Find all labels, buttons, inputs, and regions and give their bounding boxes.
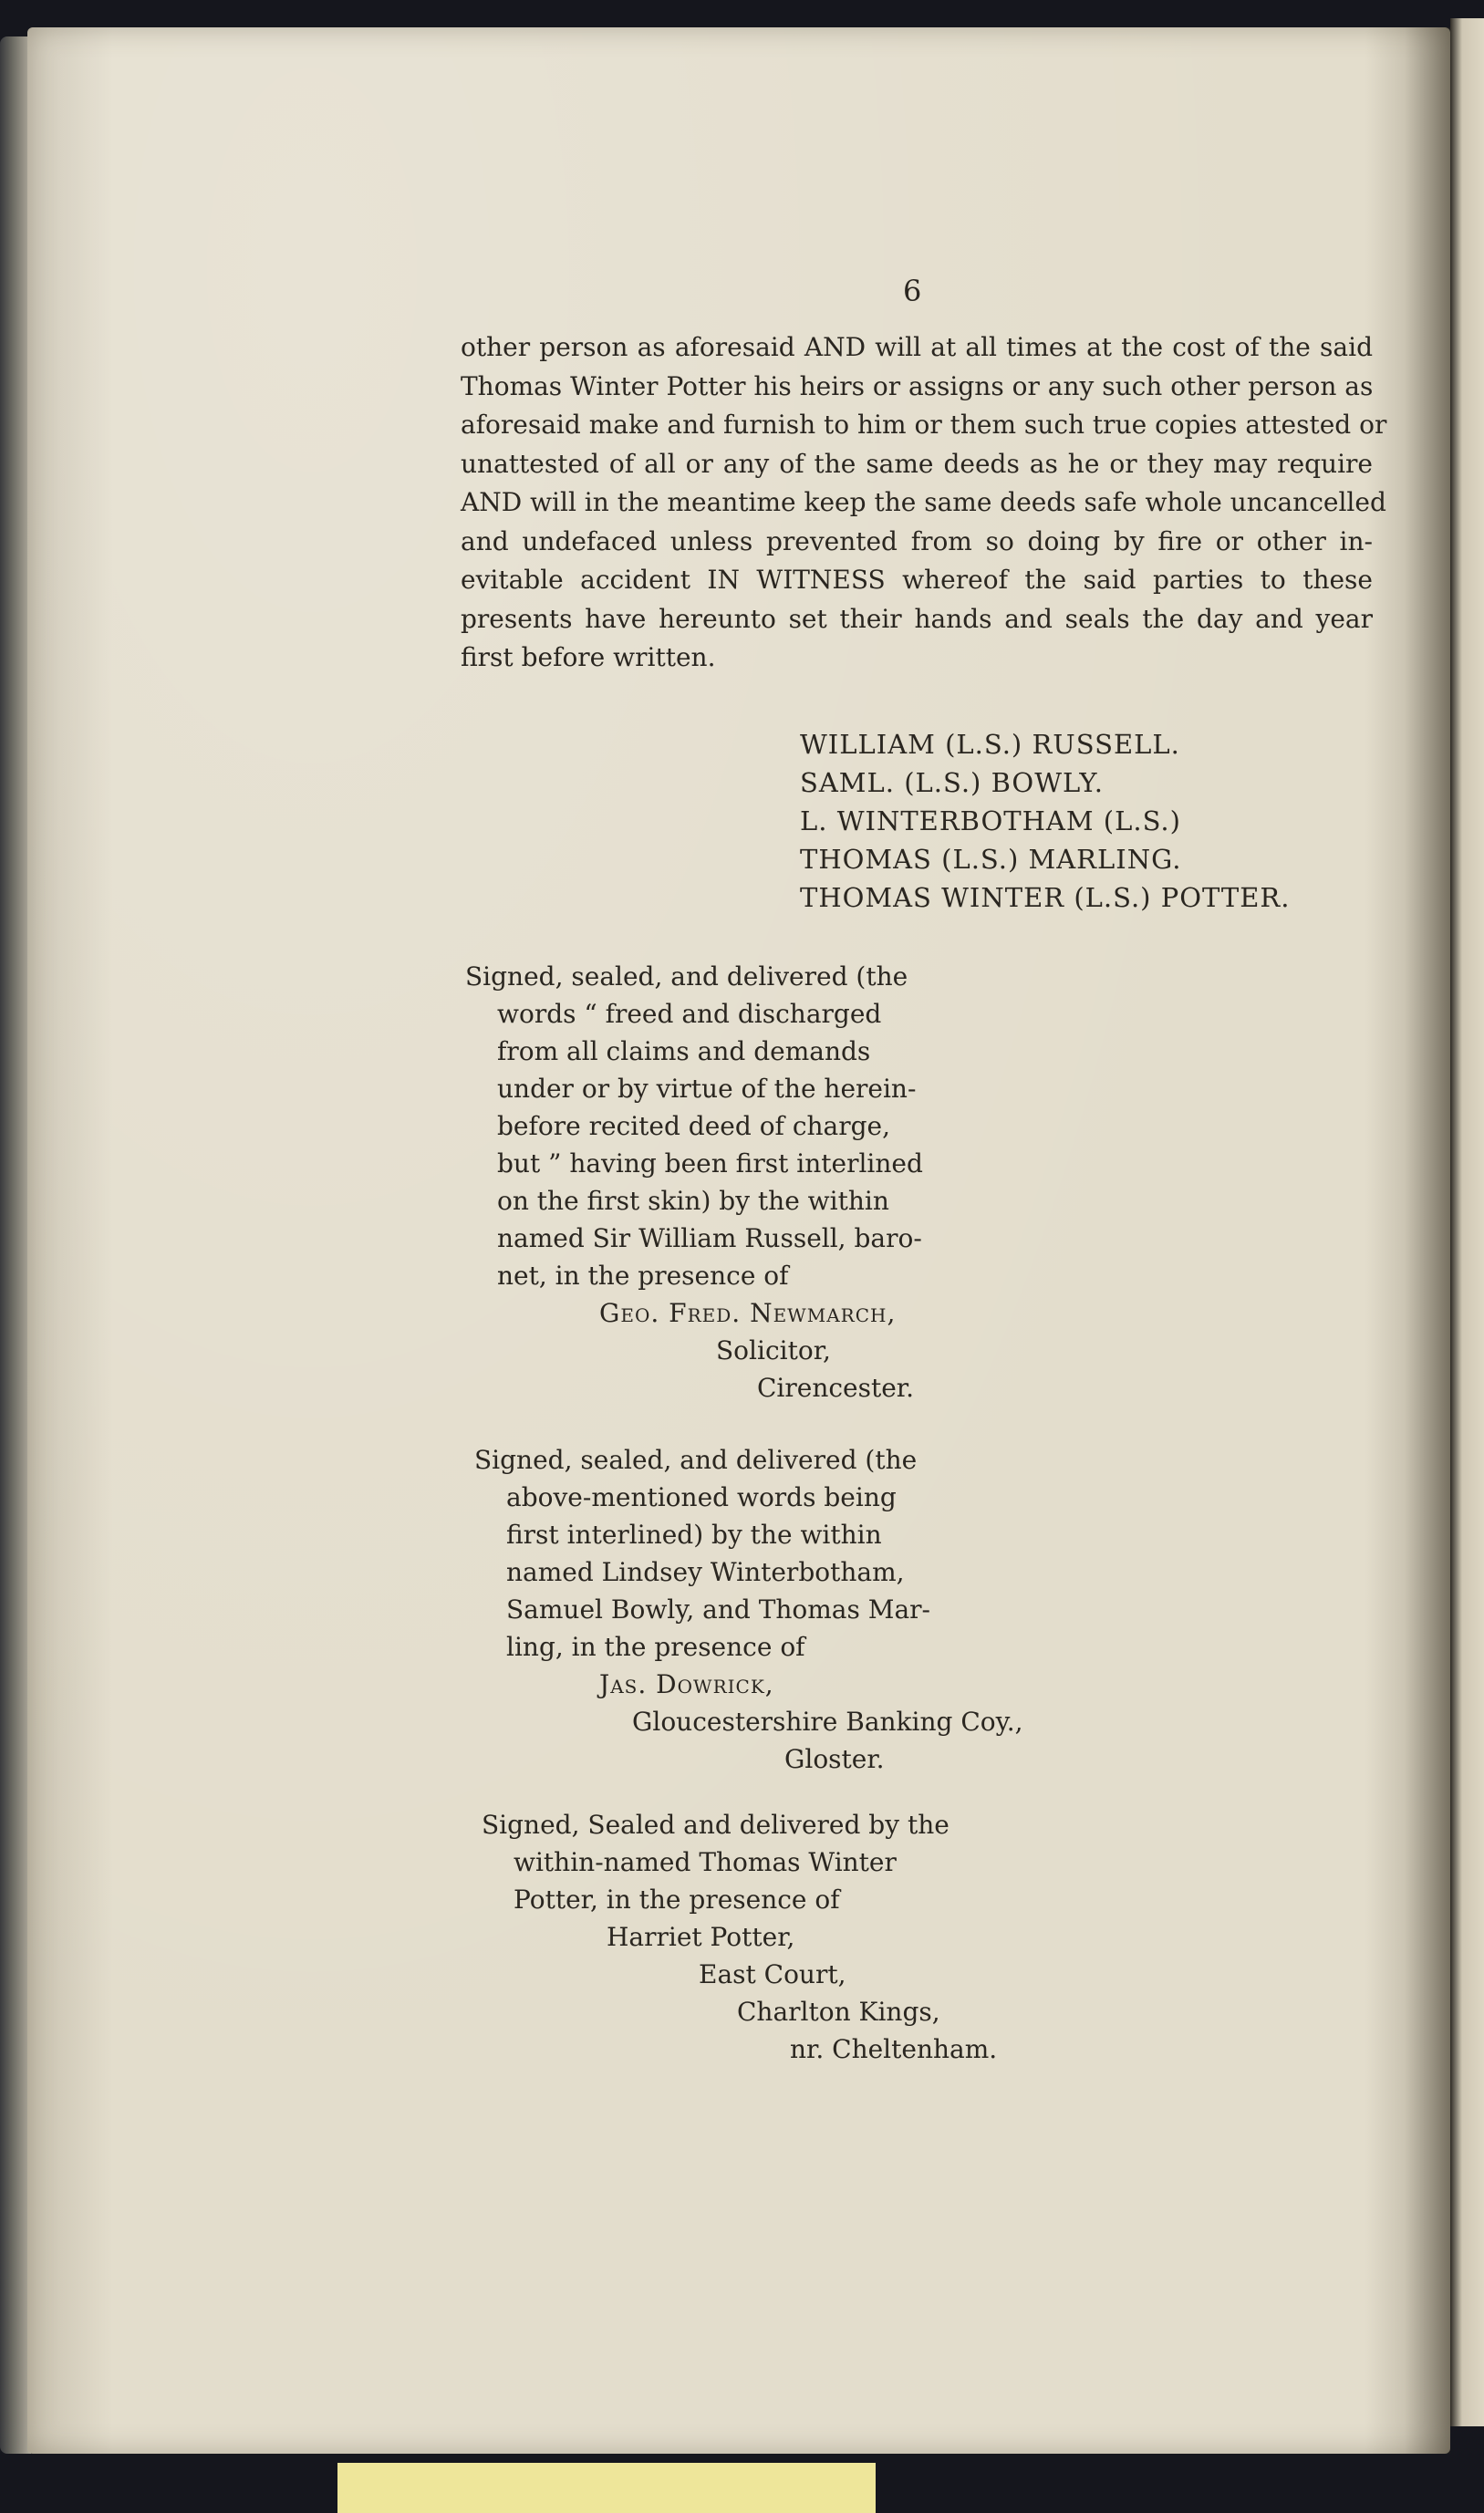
body-line: first before written. [461, 642, 716, 672]
attestation-line: Signed, Sealed and delivered by the [482, 1810, 950, 1840]
witness-title: Solicitor, [716, 1335, 831, 1366]
signature-line: THOMAS WINTER (L.S.) POTTER. [800, 882, 1291, 913]
body-line: evitable accident IN WITNESS whereof the said parties to these [461, 565, 1373, 595]
attestation-line: Signed, sealed, and delivered (the [465, 961, 908, 992]
attestation-clause-2 [474, 1441, 1023, 1778]
signature-block [800, 725, 1290, 917]
witness-title: Gloucestershire Banking Coy., [632, 1707, 1023, 1737]
signature-line: WILLIAM (L.S.) RUSSELL. [800, 729, 1180, 760]
attestation-clause-1 [465, 958, 923, 1407]
spine-shadow [1405, 27, 1450, 2454]
attestation-line: under or by virtue of the herein- [497, 1074, 917, 1104]
attestation-line: on the first skin) by the within [497, 1186, 889, 1216]
attestation-line: named Lindsey Winterbotham, [506, 1557, 905, 1587]
witness-place: Gloster. [784, 1744, 885, 1774]
attestation-line: Signed, sealed, and delivered (the [474, 1445, 918, 1475]
body-line: and undefaced unless prevented from so doing by fire or other in- [461, 525, 1373, 556]
attestation-line: but ” having been first interlined [497, 1148, 923, 1179]
signature-line: SAML. (L.S.) BOWLY. [800, 767, 1105, 798]
attestation-line: net, in the presence of [497, 1261, 789, 1291]
attestation-line: above-mentioned words being [506, 1482, 897, 1512]
previous-page-edge [0, 36, 31, 2454]
body-paragraph [461, 328, 1387, 678]
body-line: aforesaid make and furnish to him or them such true copies attested or [461, 410, 1387, 440]
attestation-line: first interlined) by the within [506, 1520, 882, 1550]
witness-address: East Court, [699, 1959, 846, 1989]
witness-name: Geo. Fred. Newmarch, [599, 1298, 897, 1328]
witness-name: Harriet Potter, [607, 1922, 795, 1952]
attestation-clause-3 [482, 1806, 998, 2068]
page-marker-tab [337, 2463, 876, 2513]
next-page-edge [1450, 18, 1484, 2426]
signature-line: THOMAS (L.S.) MARLING. [800, 844, 1182, 875]
page-number: 6 [903, 274, 922, 308]
attestation-line: words “ freed and discharged [497, 999, 882, 1029]
attestation-line: within-named Thomas Winter [514, 1847, 897, 1877]
attestation-line: ling, in the presence of [506, 1632, 805, 1662]
attestation-line: from all claims and demands [497, 1036, 871, 1066]
attestation-line: Potter, in the presence of [514, 1885, 840, 1915]
body-line: presents have hereunto set their hands and seals the day and year [461, 603, 1373, 634]
witness-name: Jas. Dowrick, [599, 1669, 774, 1699]
signature-line: L. WINTERBOTHAM (L.S.) [800, 805, 1181, 836]
body-line: AND will in the meantime keep the same deeds safe whole uncancelled [461, 487, 1386, 517]
attestation-line: Samuel Bowly, and Thomas Mar- [506, 1594, 930, 1625]
witness-address: nr. Cheltenham. [790, 2034, 998, 2064]
attestation-line: before recited deed of charge, [497, 1111, 891, 1141]
body-line: unattested of all or any of the same deeds as he or they may require [461, 448, 1373, 479]
witness-address: Charlton Kings, [737, 1997, 940, 2027]
witness-place: Cirencester. [757, 1373, 915, 1403]
attestation-line: named Sir William Russell, baro- [497, 1223, 922, 1253]
body-line: other person as aforesaid AND will at all times at the cost of the said [461, 332, 1373, 362]
body-line: Thomas Winter Potter his heirs or assigns or any such other person as [461, 370, 1374, 401]
